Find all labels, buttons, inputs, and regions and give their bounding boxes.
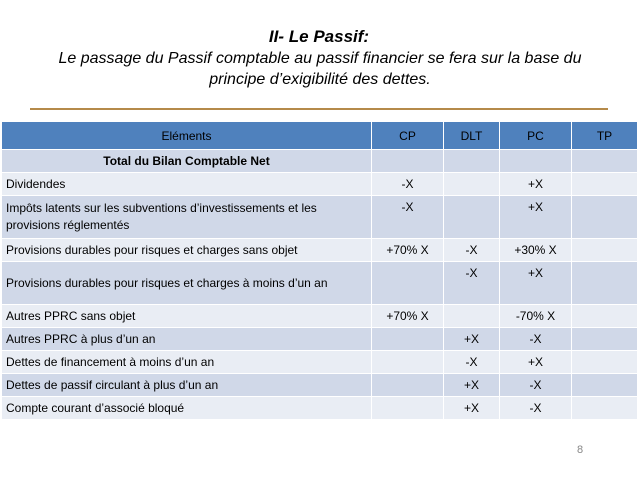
header-dlt: DLT [444,122,500,150]
page-number: 8 [577,444,584,456]
cell-cp: -X [372,173,444,196]
cell-pc: -X [500,374,572,397]
table-row [2,374,638,397]
cell-dlt: -X [444,239,500,262]
cell-dlt: -X [444,262,500,305]
header-pc: PC [500,122,572,150]
row-label: Compte courant d’associé bloqué [2,397,372,420]
total-label: Total du Bilan Comptable Net [2,150,372,173]
table-row [2,397,638,420]
passif-table [1,121,638,420]
row-label: Dettes de financement à moins d’un an [2,351,372,374]
cell-tp [572,239,638,262]
table-row [2,262,638,305]
row-label: Autres PPRC à plus d’un an [2,328,372,351]
cell-cp: +70% X [372,305,444,328]
table-cell [372,150,444,173]
cell-pc: -X [500,397,572,420]
row-label: Impôts latents sur les subventions d’investissements et les provisions réglementés [2,196,372,239]
cell-pc: +30% X [500,239,572,262]
cell-tp [572,328,638,351]
cell-cp: +70% X [372,239,444,262]
table-cell [500,150,572,173]
table-row [2,173,638,196]
cell-pc: -70% X [500,305,572,328]
cell-dlt: +X [444,374,500,397]
cell-tp [572,262,638,305]
row-label: Provisions durables pour risques et charges à moins d’un an [2,262,372,305]
row-label: Dividendes [2,173,372,196]
header-cp: CP [372,122,444,150]
title-divider [30,108,608,110]
cell-cp [372,328,444,351]
cell-cp [372,397,444,420]
cell-dlt: +X [444,328,500,351]
row-label: Autres PPRC sans objet [2,305,372,328]
cell-pc: +X [500,262,572,305]
title-block [0,26,638,90]
table-row [2,305,638,328]
cell-tp [572,305,638,328]
slide-subtitle: Le passage du Passif comptable au passif financier se fera sur la base du principe d’exigibilité des dettes. [58,50,582,88]
cell-tp [572,374,638,397]
cell-tp [572,196,638,239]
cell-cp: -X [372,196,444,239]
table-row [2,239,638,262]
header-tp: TP [572,122,638,150]
cell-pc: +X [500,351,572,374]
cell-dlt: +X [444,397,500,420]
cell-pc: +X [500,196,572,239]
header-elements: Eléments [2,122,372,150]
cell-dlt [444,173,500,196]
cell-pc: -X [500,328,572,351]
cell-dlt: -X [444,351,500,374]
table-cell [572,150,638,173]
table-header-row [2,122,638,150]
table-cell [444,150,500,173]
cell-tp [572,351,638,374]
slide-heading: II- Le Passif: [268,27,370,46]
cell-cp [372,351,444,374]
total-row [2,150,638,173]
cell-pc: +X [500,173,572,196]
row-label: Provisions durables pour risques et charges sans objet [2,239,372,262]
cell-dlt [444,196,500,239]
cell-tp [572,397,638,420]
cell-dlt [444,305,500,328]
cell-cp [372,262,444,305]
table-row [2,196,638,239]
cell-cp [372,374,444,397]
table-row [2,351,638,374]
row-label: Dettes de passif circulant à plus d’un an [2,374,372,397]
table-row [2,328,638,351]
cell-tp [572,173,638,196]
